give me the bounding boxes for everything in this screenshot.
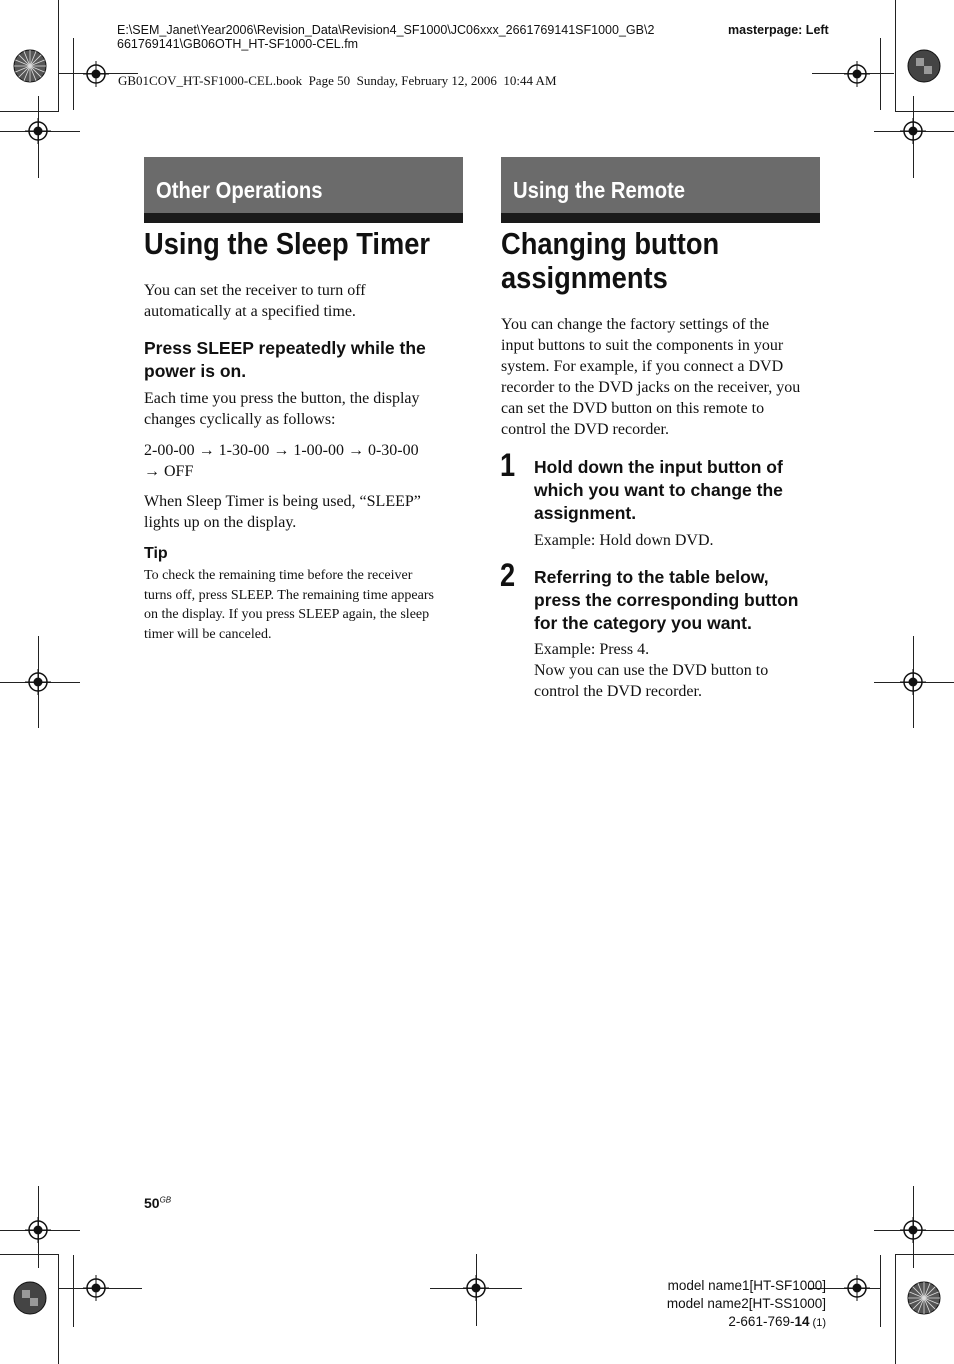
title-line: Changing button [501,226,720,261]
step-1-body [534,530,714,551]
step-number: 2 [500,557,516,593]
title-line: assignments [501,260,668,295]
page-title-changing-buttons [501,227,719,295]
sleep-instruction-heading [144,337,426,383]
registration-target-icon [463,1275,489,1301]
registration-target-icon [900,669,926,695]
sleep-cycle-sequence [144,440,419,482]
registration-target-icon [83,1275,109,1301]
page-number [144,1195,171,1211]
model-name-2: model name2[HT-SS1000] [666,1296,826,1311]
registration-disc-icon [907,1281,941,1315]
remote-intro [501,314,800,440]
section-banner-label: Other Operations [156,177,323,203]
text-line: To check the remaining time before the receiver [144,568,413,583]
registration-target-icon [25,118,51,144]
text-line: Hold down the input button of [534,457,783,477]
text-line: Referring to the table below, [534,567,769,587]
sleep-intro [144,280,366,322]
text-line: 2-00-00 → 1-30-00 → 1-00-00 → 0-30-00 [144,442,419,459]
registration-target-icon [83,61,109,87]
registration-disc-icon [907,49,941,83]
step-1-heading [534,456,783,525]
text-line: can set the DVD button on this remote to [501,400,765,417]
text-line: control the DVD recorder. [501,421,669,438]
text-line: Example: Hold down DVD. [534,532,714,549]
text-line: timer will be canceled. [144,626,272,642]
registration-target-icon [844,1275,870,1301]
registration-disc-icon [13,1281,47,1315]
file-path-line-2: 661769141\GB06OTH_HT-SF1000-CEL.fm [117,37,359,51]
text-line: assignment. [534,503,637,523]
text-line: press the corresponding button [534,590,799,610]
text-line: on the display. If you press SLEEP again, the sleep [144,607,430,622]
text-line: Press SLEEP repeatedly while the [144,338,426,358]
text-line: turns off, press SLEEP. The remaining time appears [144,587,434,603]
section-banner-using-remote [501,157,820,223]
step-2-heading [534,566,798,635]
registration-target-icon [900,1217,926,1243]
section-banner-label: Using the Remote [513,177,686,203]
text-line: input buttons to suit the components in your [501,337,784,354]
text-line: You can change the factory settings of the [501,316,770,333]
section-banner-other-operations [144,157,463,223]
registration-target-icon [844,61,870,87]
text-line: which you want to change the [534,480,783,500]
text-line: Each time you press the button, the display [144,390,420,407]
text-line: for the category you want. [534,613,752,633]
text-line: You can set the receiver to turn off [144,282,366,299]
model-name-1: model name1[HT-SF1000] [667,1278,826,1293]
tip-label: Tip [144,545,168,562]
file-path-line-1: E:\SEM_Janet\Year2006\Revision_Data\Revision4_SF1000\JC06xxx_2661769141SF1000_GB\2 [117,23,655,37]
tip-text [144,566,434,644]
registration-target-icon [25,669,51,695]
model-info [667,1277,826,1332]
registration-disc-icon [13,49,47,83]
text-line: automatically at a specified time. [144,303,356,320]
part-number-prefix: 2-661-769- [728,1314,795,1329]
step-2-body [534,639,768,702]
page-number-value: 50 [144,1195,160,1211]
masterpage-label: masterpage: Left [728,23,829,37]
text-line: Example: Press 4. [534,641,650,658]
text-line: Now you can use the DVD button to [534,662,769,679]
book-info-line: GB01COV_HT-SF1000-CEL.book Page 50 Sunday, February 12, 2006 10:44 AM [118,73,557,88]
page-title-sleep-timer: Using the Sleep Timer [144,226,431,261]
text-line: lights up on the display. [144,514,297,531]
part-number [667,1313,826,1332]
text-line: → OFF [144,463,194,480]
sleep-para-2 [144,491,421,533]
text-line: system. For example, if you connect a DVD [501,358,784,375]
registration-target-icon [900,118,926,144]
part-number-bold: 14 [794,1314,810,1329]
page-number-suffix: GB [159,1195,172,1205]
text-line: When Sleep Timer is being used, “SLEEP” [144,493,421,510]
text-line: recorder to the DVD jacks on the receiver, you [501,379,801,396]
text-line: changes cyclically as follows: [144,411,336,428]
text-line: power is on. [144,361,247,381]
part-number-suffix: (1) [809,1317,826,1329]
step-number: 1 [500,447,516,483]
registration-target-icon [25,1217,51,1243]
sleep-para-1 [144,388,420,430]
text-line: control the DVD recorder. [534,683,702,700]
